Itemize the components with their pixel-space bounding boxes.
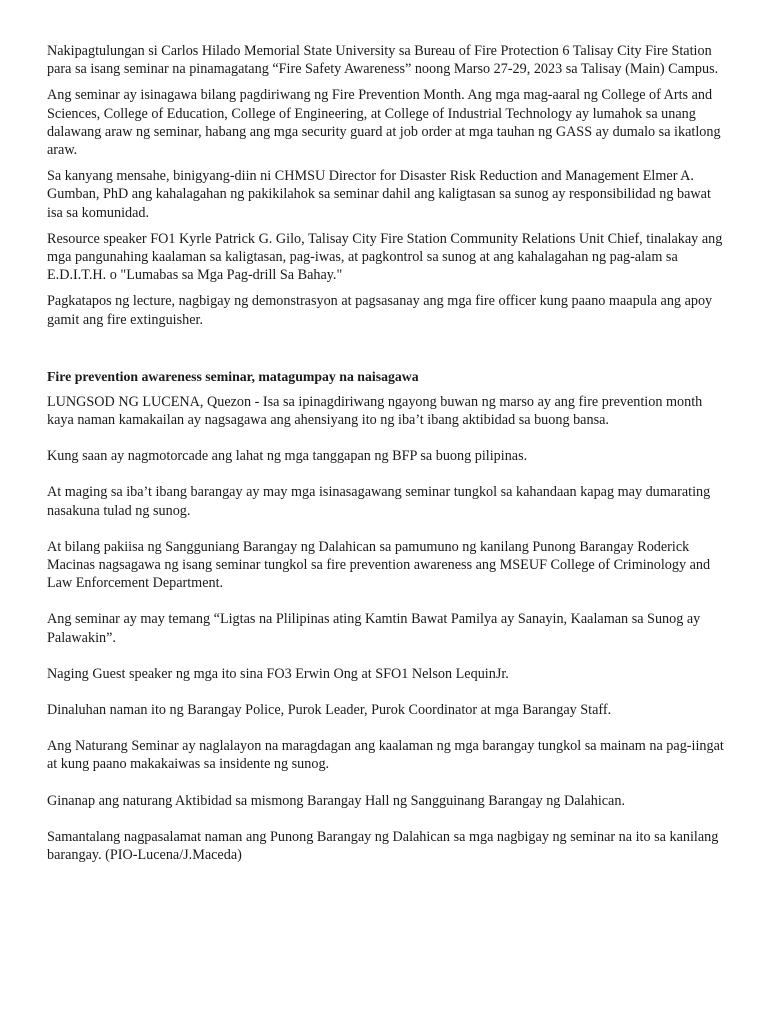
- paragraph: Ang Naturang Seminar ay naglalayon na maragdagan ang kaalaman ng mga barangay tungkol sa mainam na pag-iingat at kung paano makakaiwas sa insidente ng sunog.: [47, 738, 724, 773]
- paragraph: Resource speaker FO1 Kyrle Patrick G. Gilo, Talisay City Fire Station Community Relations Unit Chief, tinalakay ang mga pangunahing kaalaman sa kaligtasan, pag-iwas, at pagkontrol sa sunog at ang kahalagahan ng pag-alam sa E.D.I.T.H. o "Lumabas sa Mga Pag-drill Sa Bahay.": [47, 230, 723, 284]
- paragraph: Kung saan ay nagmotorcade ang lahat ng mga tanggapan ng BFP sa buong pilipinas.: [47, 448, 528, 465]
- paragraph: Dinaluhan naman ito ng Barangay Police, Purok Leader, Purok Coordinator at mga Barangay Staff.: [47, 702, 612, 719]
- paragraph: Samantalang nagpasalamat naman ang Punong Barangay ng Dalahican sa mga nagbigay ng seminar na ito sa kanilang barangay. (PIO-Lucena/J.Maceda): [47, 828, 719, 864]
- paragraph: Ang seminar ay isinagawa bilang pagdiriwang ng Fire Prevention Month. Ang mga mag-aaral ng College of Arts and Sciences, College of Education, College of Engineering, at College of Industrial Technology ay lumahok sa unang dalawang araw ng seminar, habang ang mga security guard at job order at mga tauhan ng GASS ay dumalo sa ikatlong araw.: [47, 87, 721, 159]
- paragraph: Sa kanyang mensahe, binigyang-diin ni CHMSU Director for Disaster Risk Reduction and Management Elmer A. Gumban, PhD ang kahalagahan ng pakikilahok sa seminar dahil ang kaligtasan sa sunog ay responsibilidad ng bawat isa sa komunidad.: [47, 168, 711, 221]
- paragraph: LUNGSOD NG LUCENA, Quezon - Isa sa ipinagdiriwang ngayong buwan ng marso ay ang fire prevention month kaya naman kamakailan ay nagsagawa ang ahensiyang ito ng iba’t ibang aktibidad sa buong bansa.: [47, 393, 703, 429]
- paragraph: Nakipagtulungan si Carlos Hilado Memorial State University sa Bureau of Fire Protection 6 Talisay City Fire Station para sa isang seminar na pinamagatang “Fire Safety Awareness” noong Marso 27-29, 2023 sa Talisay (Main) Campus.: [47, 43, 719, 78]
- paragraph: At bilang pakiisa ng Sangguniang Barangay ng Dalahican sa pamumuno ng kanilang Punong Barangay Roderick Macinas nagsagawa ng isang seminar tungkol sa fire prevention awareness ang MSEUF College of Criminology and Law Enforcement Department.: [47, 538, 711, 592]
- paragraph: At maging sa iba’t ibang barangay ay may mga isinasagawang seminar tungkol sa kahandaan kapag may dumarating nasakuna tulad ng sunog.: [47, 484, 711, 519]
- document-page: [47, 42, 727, 864]
- article-section-lucena: [47, 393, 727, 864]
- paragraph: Ginanap ang naturang Aktibidad sa mismong Barangay Hall ng Sangguinang Barangay ng Dalahican.: [47, 792, 625, 809]
- article-title: Fire prevention awareness seminar, matagumpay na naisagawa: [47, 368, 419, 384]
- paragraph: Naging Guest speaker ng mga ito sina FO3 Erwin Ong at SFO1 Nelson LequinJr.: [47, 665, 509, 682]
- paragraph: Ang seminar ay may temang “Ligtas na Plilipinas ating Kamtin Bawat Pamilya ay Sanayin, Kaalaman sa Sunog ay Palawakin”.: [47, 611, 701, 646]
- article-section-chmsu: [47, 42, 727, 329]
- paragraph: Pagkatapos ng lecture, nagbigay ng demonstrasyon at pagsasanay ang mga fire officer kung paano maapula ang apoy gamit ang fire extinguisher.: [47, 293, 713, 328]
